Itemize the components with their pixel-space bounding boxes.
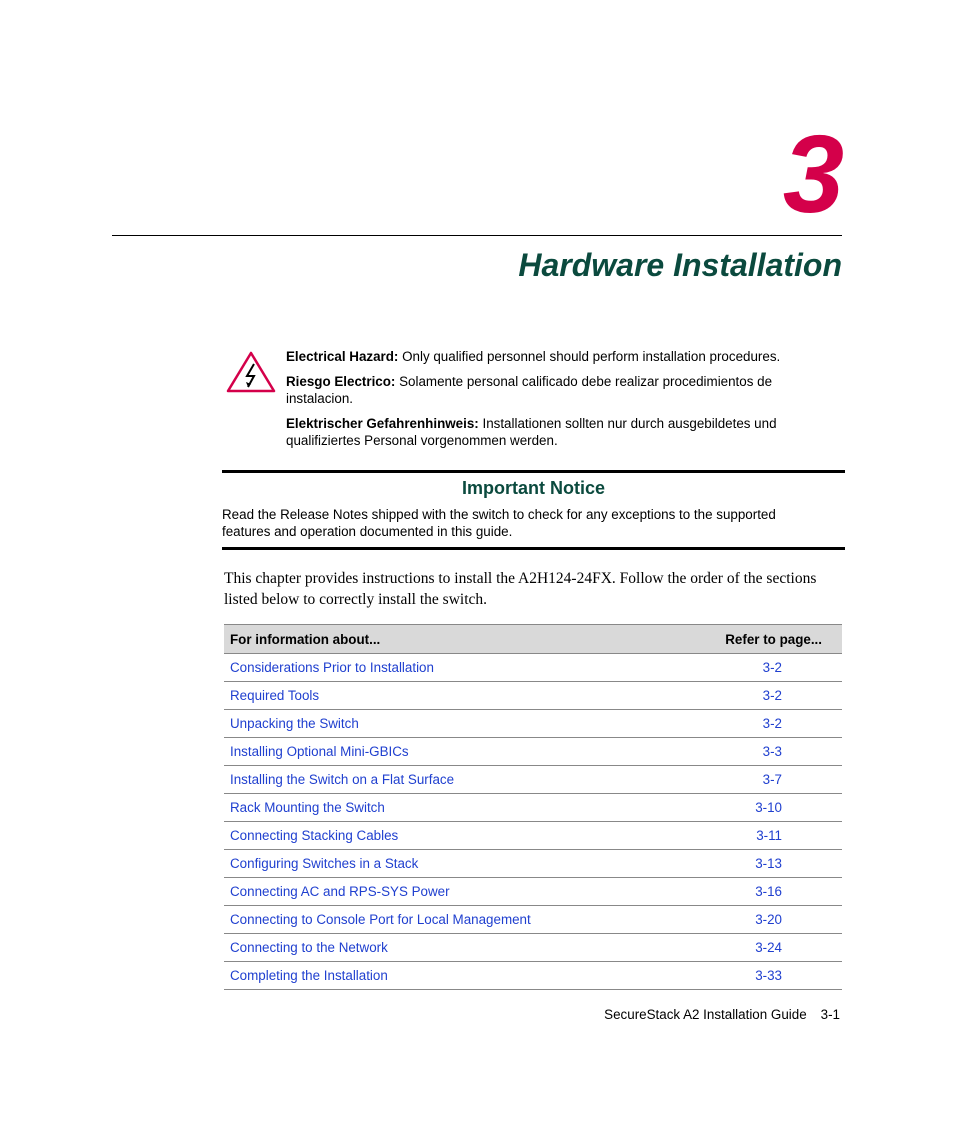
toc-link[interactable]: Rack Mounting the Switch: [224, 794, 636, 822]
electrical-hazard-icon: [226, 351, 276, 393]
table-row: [224, 962, 842, 990]
toc-link[interactable]: Connecting AC and RPS-SYS Power: [224, 878, 636, 906]
toc-link[interactable]: Considerations Prior to Installation: [224, 654, 636, 682]
toc-page-link[interactable]: 3-2: [636, 710, 842, 738]
toc-link[interactable]: Completing the Installation: [224, 962, 636, 990]
table-row: [224, 682, 842, 710]
hazard-notes: [286, 348, 826, 457]
toc-page-link[interactable]: 3-2: [636, 654, 842, 682]
toc-table: [224, 624, 842, 990]
notice-heading: Important Notice: [461, 478, 605, 498]
notice-body: Read the Release Notes shipped with the switch to check for any exceptions to the supported features and operation documented in this guide.: [222, 507, 776, 539]
intro-paragraph: This chapter provides instructions to install the A2H124-24FX. Follow the order of the sections listed below to correctly install the switch.: [224, 570, 817, 608]
toc-header-topic: For information about...: [224, 625, 636, 654]
toc-page-link[interactable]: 3-2: [636, 682, 842, 710]
page-footer: [604, 1006, 840, 1023]
toc-page-link[interactable]: 3-13: [636, 850, 842, 878]
notice-bottom-rule: [222, 547, 845, 550]
footer-page-number: 3-1: [820, 1007, 840, 1022]
hazard-note-de: Elektrischer Gefahrenhinweis: Installationen sollten nur durch ausgebildetes und qualifiziertes Personal vorgenommen werden.: [286, 416, 777, 448]
toc-page-link[interactable]: 3-7: [636, 766, 842, 794]
chapter-title: Hardware Installation: [518, 247, 842, 283]
toc-link[interactable]: Unpacking the Switch: [224, 710, 636, 738]
table-row: [224, 878, 842, 906]
table-row: [224, 654, 842, 682]
toc-page-link[interactable]: 3-20: [636, 906, 842, 934]
toc-header-page: Refer to page...: [636, 625, 842, 654]
hazard-note-en: Electrical Hazard: Only qualified personnel should perform installation procedures.: [286, 349, 781, 364]
toc-link[interactable]: Installing Optional Mini-GBICs: [224, 738, 636, 766]
toc-header-row: [224, 625, 842, 654]
table-row: [224, 934, 842, 962]
table-row: [224, 794, 842, 822]
toc-link[interactable]: Connecting Stacking Cables: [224, 822, 636, 850]
toc-page-link[interactable]: 3-10: [636, 794, 842, 822]
table-row: [224, 906, 842, 934]
toc-page-link[interactable]: 3-11: [636, 822, 842, 850]
table-row: [224, 766, 842, 794]
notice-top-rule: [222, 470, 845, 473]
toc-page-link[interactable]: 3-33: [636, 962, 842, 990]
toc-link[interactable]: Installing the Switch on a Flat Surface: [224, 766, 636, 794]
toc-body: [224, 654, 842, 990]
toc-page-link[interactable]: 3-24: [636, 934, 842, 962]
toc-link[interactable]: Configuring Switches in a Stack: [224, 850, 636, 878]
toc-link[interactable]: Connecting to the Network: [224, 934, 636, 962]
table-row: [224, 850, 842, 878]
toc-page-link[interactable]: 3-3: [636, 738, 842, 766]
table-row: [224, 822, 842, 850]
table-row: [224, 710, 842, 738]
footer-guide-title: SecureStack A2 Installation Guide: [604, 1007, 807, 1022]
chapter-rule: [112, 235, 842, 236]
toc-page-link[interactable]: 3-16: [636, 878, 842, 906]
toc-link[interactable]: Connecting to Console Port for Local Management: [224, 906, 636, 934]
hazard-note-es: Riesgo Electrico: Solamente personal calificado debe realizar procedimientos de instalacion.: [286, 374, 773, 406]
table-row: [224, 738, 842, 766]
toc-link[interactable]: Required Tools: [224, 682, 636, 710]
chapter-number: 3: [782, 113, 842, 236]
